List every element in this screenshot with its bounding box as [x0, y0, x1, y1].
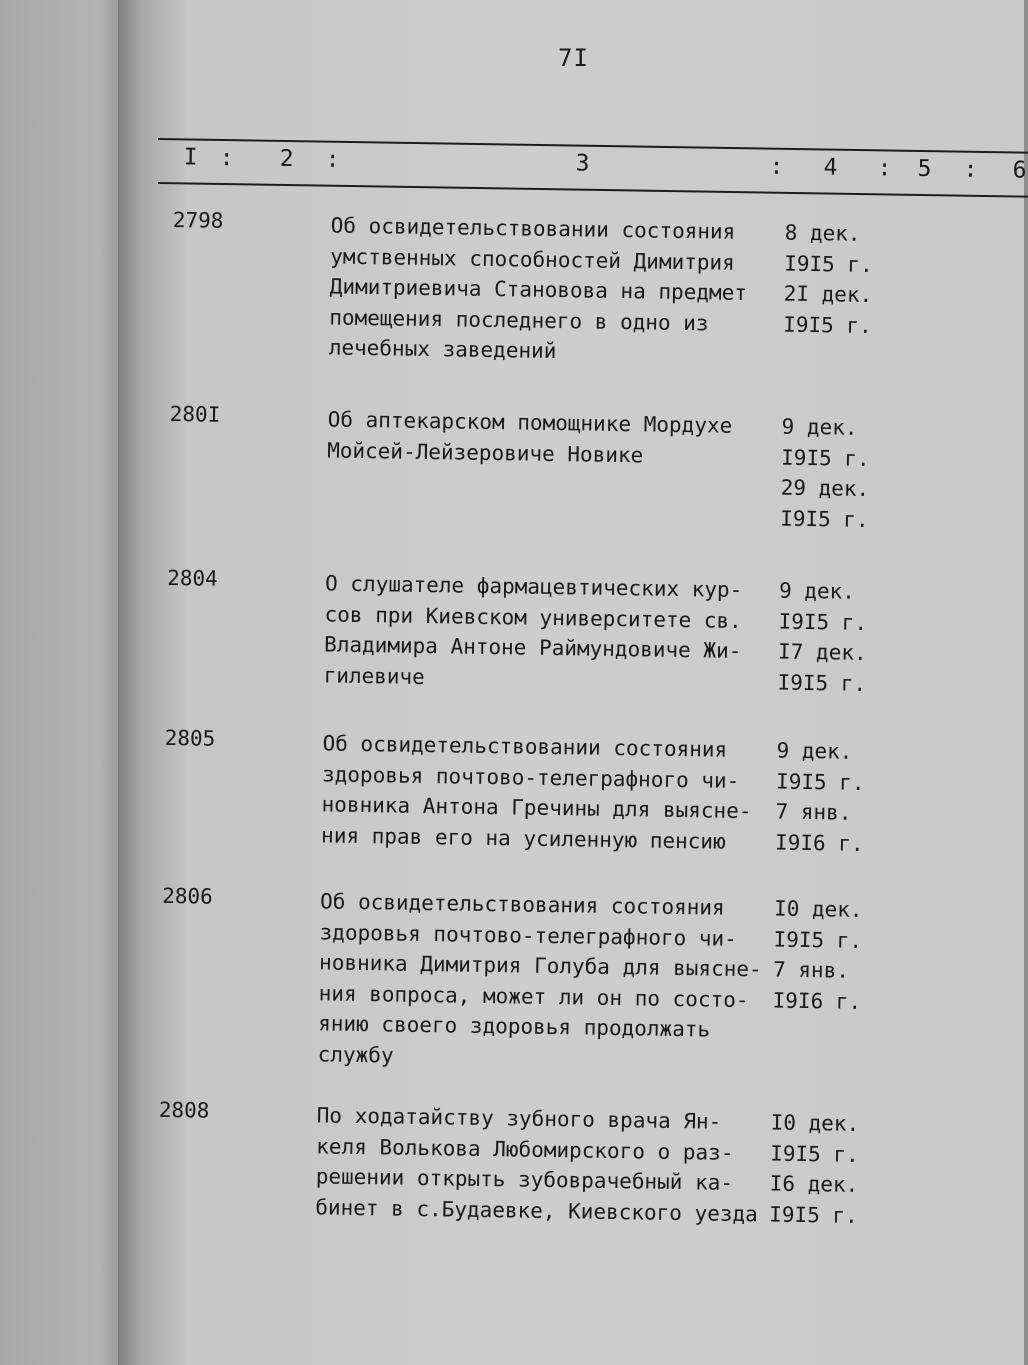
record-entry [169, 401, 990, 532]
column-header-4: 4 [823, 154, 838, 181]
record-entry [158, 1097, 979, 1228]
column-separator: : [219, 144, 234, 172]
record-entry [162, 883, 982, 1068]
date-line: I9I5 г. [783, 312, 872, 338]
description-line: здоровья почтово-телеграфного чи- [321, 761, 740, 793]
description-line: О слушателе фармацевтических кур- [324, 571, 743, 602]
record-number: 2805 [164, 725, 216, 751]
record-number: 2806 [162, 883, 213, 909]
date-line: 8 дек. [784, 220, 861, 246]
date-line: I9I6 г. [774, 830, 864, 856]
record-description [323, 568, 785, 697]
record-description [321, 728, 783, 857]
date-line: I9I5 г. [769, 1201, 858, 1228]
column-separator: : [769, 153, 784, 180]
date-line: 29 дек. [780, 475, 870, 501]
description-line: Об освидетельствования состояния [319, 889, 725, 920]
description-line: ния вопроса, может ли он по состо- [318, 980, 749, 1012]
records-list [158, 208, 993, 1228]
record-dates [777, 576, 867, 699]
description-line: новника Антона Гречины для выясне- [321, 792, 752, 824]
description-line: умственных способностей Димитрия [330, 243, 735, 275]
date-line: I9I5 г. [780, 506, 869, 532]
document-page [118, 0, 1027, 1365]
date-line: I9I5 г. [784, 251, 873, 277]
record-dates [769, 1108, 859, 1231]
record-number: 2804 [166, 565, 218, 591]
column-separator: : [963, 156, 978, 183]
date-line: I9I5 г. [780, 445, 870, 471]
record-description [327, 404, 788, 472]
record-dates [772, 894, 862, 1017]
date-line: 7 янв. [772, 957, 850, 983]
date-line: I9I5 г. [778, 609, 868, 635]
date-line: I6 дек. [769, 1171, 859, 1197]
date-line: 7 янв. [775, 799, 852, 825]
date-line: I9I6 г. [772, 988, 862, 1014]
column-separator: : [325, 146, 340, 173]
column-header-6: 6 [1012, 157, 1027, 184]
record-dates [775, 736, 865, 859]
date-line: I9I5 г. [770, 1140, 859, 1167]
column-header-2: 2 [279, 145, 294, 173]
record-entry [172, 208, 993, 364]
column-header-5: 5 [917, 155, 932, 183]
description-line: Об освидетельствовании состояния [322, 731, 728, 762]
description-line: янию своего здоровья продолжать [318, 1011, 711, 1042]
record-dates [780, 412, 870, 535]
description-line: новника Димитрия Голуба для выясне- [318, 950, 762, 982]
description-line: келя Волькова Любомирского о раз- [316, 1133, 734, 1165]
date-line: I0 дек. [770, 1110, 860, 1136]
column-header-3: 3 [575, 150, 590, 177]
description-line: помещения последнего в одно из [329, 304, 709, 335]
record-number: 2798 [172, 208, 224, 233]
description-line: Об освидетельствовании состояния [330, 213, 736, 244]
record-entry [164, 725, 985, 856]
column-separator: : [877, 155, 892, 182]
date-line: 2I дек. [783, 281, 873, 307]
description-line: ния прав его на усиленную пенсию [320, 822, 726, 854]
date-line: I9I5 г. [773, 927, 863, 953]
record-number: 280I [169, 401, 221, 427]
record-description [317, 886, 780, 1076]
description-line: Мойсей-Лейзеровиче Новике [327, 437, 644, 467]
description-line: По ходатайству зубного врача Ян- [316, 1103, 722, 1134]
description-line: Об аптекарском помощнике Мордухе [327, 407, 733, 438]
record-number: 2808 [158, 1097, 210, 1123]
date-line: I9I5 г. [775, 769, 865, 795]
description-line: здоровья почтово-телеграфного чи- [319, 919, 738, 951]
date-line: I9I5 г. [777, 670, 867, 696]
record-dates [783, 218, 873, 341]
date-line: 9 дек. [776, 738, 853, 764]
description-line: сов при Киевском университете св. [324, 601, 743, 633]
description-line: службу [317, 1041, 394, 1068]
date-line: I0 дек. [773, 896, 863, 922]
record-description [329, 210, 791, 370]
record-entry [166, 565, 987, 696]
date-line: 9 дек. [778, 578, 856, 604]
page-number: 7I [558, 44, 589, 72]
description-line: лечебных заведений [328, 335, 557, 364]
description-line: Димитриевича Становова на предмет [329, 274, 748, 306]
description-line: гилевиче [323, 662, 426, 689]
description-line: решении открыть зубоврачебный ка- [315, 1164, 734, 1195]
description-line: Владимира Антоне Раймундовиче Жи- [323, 632, 742, 663]
date-line: 9 дек. [781, 414, 858, 440]
description-line: бинет в с.Будаевке, Киевского уезда [315, 1194, 758, 1226]
record-description [315, 1100, 777, 1229]
date-line: I7 дек. [777, 639, 867, 665]
column-header-1: I [183, 144, 198, 171]
